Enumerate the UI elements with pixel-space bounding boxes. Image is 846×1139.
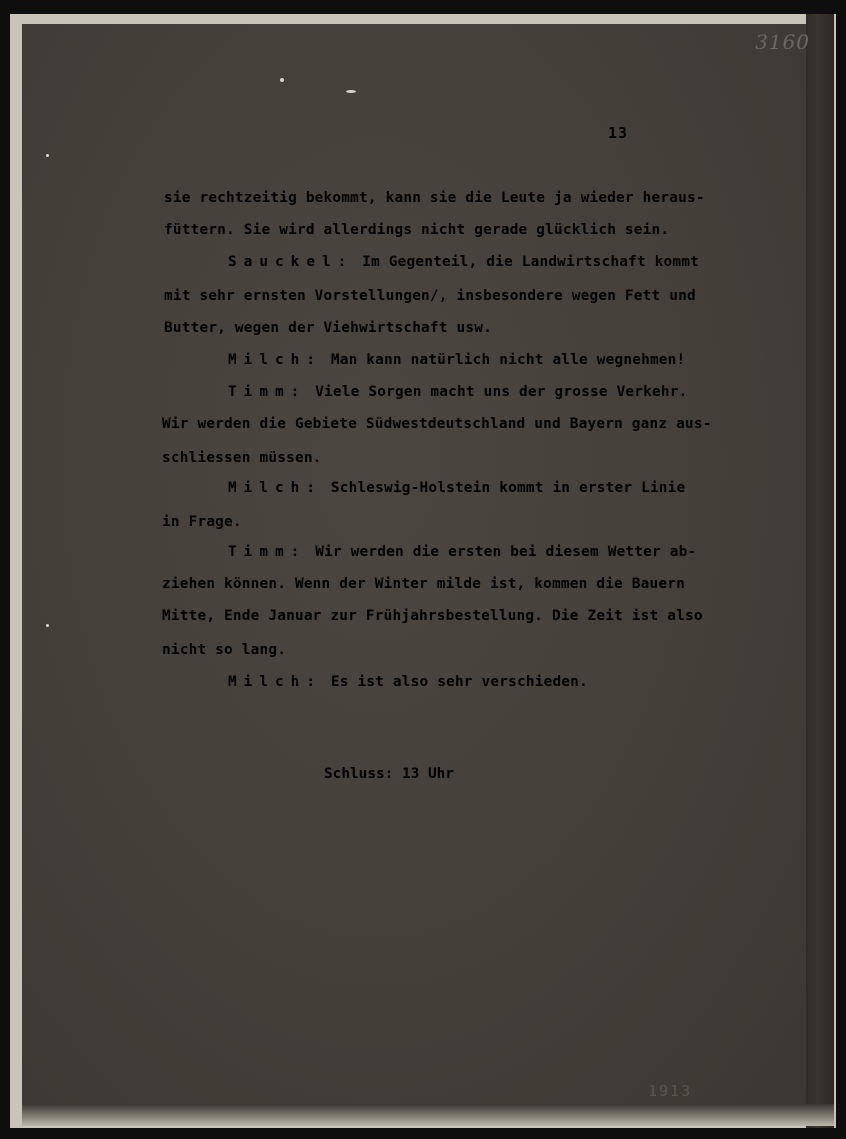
- text-line: nicht so lang.: [162, 642, 287, 658]
- page-number: 13: [608, 124, 629, 142]
- closing-time: Schluss: 13 Uhr: [324, 766, 454, 782]
- page-bottom-edge: [22, 1104, 834, 1126]
- speaker-name: Timm:: [228, 384, 307, 400]
- speaker-name: Milch:: [228, 480, 322, 496]
- paper-speck: [46, 624, 49, 627]
- speaker-name: Sauckel:: [228, 254, 354, 270]
- text-line: mit sehr ernsten Vorstellungen/, insbesondere wegen Fett und: [164, 288, 696, 304]
- text-line: Milch: Schleswig-Holstein kommt in erster Linie: [228, 480, 686, 496]
- text-line: Milch: Man kann natürlich nicht alle wegnehmen!: [228, 352, 686, 368]
- speaker-name: Milch:: [228, 674, 322, 690]
- page-right-edge: [806, 14, 834, 1128]
- text-line: in Frage.: [162, 514, 242, 530]
- text-line: schliessen müssen.: [162, 450, 322, 466]
- speaker-name: Milch:: [228, 352, 322, 368]
- text-line: Mitte, Ende Januar zur Frühjahrsbestellung. Die Zeit ist also: [162, 608, 703, 624]
- footer-number: 1913: [648, 1082, 693, 1100]
- text-line: Wir werden die Gebiete Südwestdeutschland und Bayern ganz aus-: [162, 416, 712, 432]
- paper-speck: [46, 154, 49, 157]
- text-line: ziehen können. Wenn der Winter milde ist, kommen die Bauern: [162, 576, 685, 592]
- paper-speck: [280, 78, 284, 82]
- paper-speck: [346, 90, 356, 93]
- speaker-name: Timm:: [228, 544, 307, 560]
- document-page: [22, 24, 810, 1116]
- text-line: Timm: Wir werden die ersten bei diesem Wetter ab-: [228, 544, 697, 560]
- text-line: Timm: Viele Sorgen macht uns der grosse Verkehr.: [228, 384, 688, 400]
- text-line: sie rechtzeitig bekommt, kann sie die Leute ja wieder heraus-: [164, 190, 705, 206]
- archive-number: 3160: [755, 30, 810, 54]
- text-line: füttern. Sie wird allerdings nicht gerade glücklich sein.: [164, 222, 670, 238]
- text-line: Butter, wegen der Viehwirtschaft usw.: [164, 320, 492, 336]
- text-line: Sauckel: Im Gegenteil, die Landwirtschaft kommt: [228, 254, 700, 270]
- text-line: Milch: Es ist also sehr verschieden.: [228, 674, 588, 690]
